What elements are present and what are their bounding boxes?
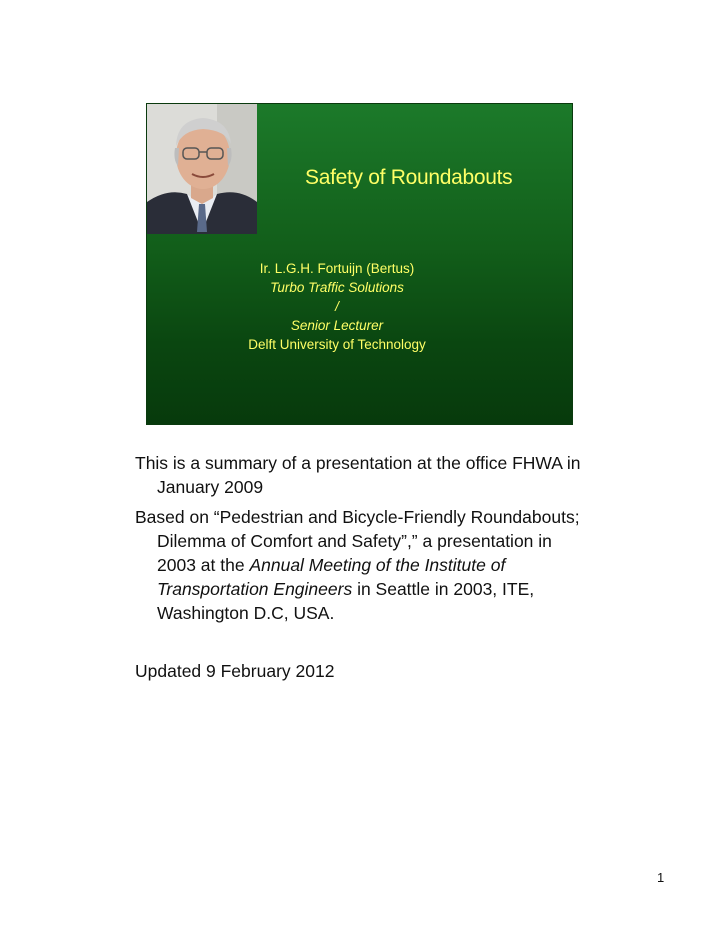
separator: / bbox=[335, 299, 339, 314]
author-photo bbox=[147, 104, 257, 234]
source-text-end: in Seattle in 2003, ITE, Washington D.C, USA. bbox=[157, 579, 535, 623]
page-number: 1 bbox=[657, 870, 665, 885]
speaker-notes bbox=[135, 451, 585, 689]
source-meeting-name: Annual Meeting of the Institute of Transportation Engineers bbox=[157, 555, 506, 599]
updated-date: Updated 9 February 2012 bbox=[135, 661, 335, 681]
slide-title: Safety of Roundabouts bbox=[305, 166, 513, 189]
source-paragraph bbox=[135, 505, 585, 625]
summary-paragraph: This is a summary of a presentation at the office FHWA in January 2009 bbox=[135, 453, 581, 497]
author-info bbox=[187, 259, 487, 354]
institution-name: Delft University of Technology bbox=[248, 337, 426, 352]
company-name: Turbo Traffic Solutions bbox=[270, 280, 404, 295]
portrait-image bbox=[147, 104, 257, 234]
author-role: Senior Lecturer bbox=[290, 318, 384, 333]
author-name: Ir. L.G.H. Fortuijn (Bertus) bbox=[259, 261, 415, 276]
source-text-start: Based on “Pedestrian and Bicycle-Friendly Roundabouts; Dilemma of Comfort and Safety”,” a presentation in 2003 at the bbox=[135, 507, 580, 575]
title-slide bbox=[147, 104, 572, 424]
